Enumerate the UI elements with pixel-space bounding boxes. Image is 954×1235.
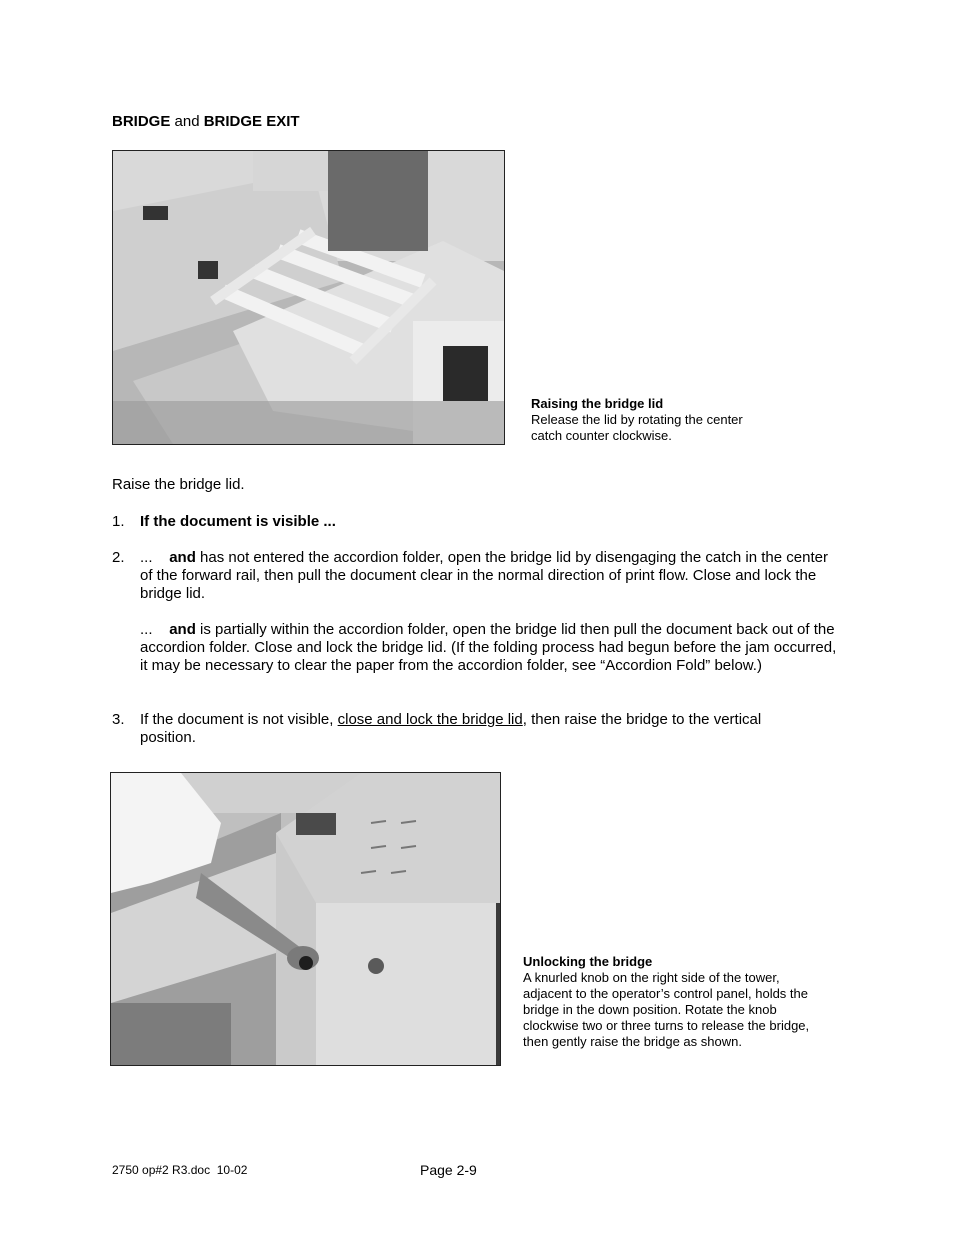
- section-heading: [112, 113, 300, 130]
- item2-p1-rest: has not entered the accordion folder, open the bridge lid by disengaging the catch in the center of the forward rail, then pull the document clear in the normal direction of print flow. Close and lock the bridge lid.: [140, 549, 828, 602]
- footer-page-number: Page 2-9: [420, 1162, 477, 1178]
- item3-link-text: close and lock the bridge lid: [337, 711, 523, 728]
- heading-and: and: [170, 113, 204, 130]
- item3-text-before: If the document is not visible,: [140, 711, 338, 728]
- figure1-caption: [531, 396, 771, 444]
- unlocking-bridge-photo: [110, 772, 501, 1066]
- item1-bold: If the document is visible ...: [140, 513, 336, 530]
- item3-text: [140, 711, 820, 747]
- bridge-lid-photo: [112, 150, 505, 445]
- item2-number: 2.: [112, 549, 125, 566]
- item2-paragraph1: [140, 549, 840, 603]
- item3-text-after: , then raise the bridge to the vertical position.: [140, 711, 762, 746]
- heading-bridge: BRIDGE: [112, 113, 171, 130]
- intro-text: Raise the bridge lid.: [112, 476, 245, 493]
- item1-text: [140, 513, 840, 531]
- figure2-caption-title: Unlocking the bridge: [523, 954, 653, 969]
- item2-paragraph2: [140, 621, 840, 675]
- figure2-caption-text: A knurled knob on the right side of the tower, adjacent to the operator’s control panel, holds the bridge in the down position. Rotate the knob clockwise two or three turns to release the bridge, then gently raise the bridge as shown.: [523, 970, 810, 1049]
- item2-p2-prefix: ...: [140, 621, 170, 638]
- figure1-caption-text: Release the lid by rotating the center catch counter clockwise.: [531, 412, 743, 443]
- item2-p1-bold: and: [169, 549, 196, 566]
- heading-bridge-exit: BRIDGE EXIT: [203, 113, 300, 130]
- item2-p2-bold: and: [169, 621, 196, 638]
- figure2-caption: [523, 954, 813, 1050]
- figure1-caption-title: Raising the bridge lid: [531, 396, 664, 411]
- item2-p1-prefix: ...: [140, 549, 170, 566]
- footer-doc-id: 2750 op#2 R3.doc 10-02: [112, 1163, 248, 1177]
- item1-number: 1.: [112, 513, 125, 530]
- item3-number: 3.: [112, 711, 125, 728]
- item2-p2-rest: is partially within the accordion folder, open the bridge lid then pull the document back out of the accordion folder. Close and lock the bridge lid. (If the folding process had begun before the jam occurred, it may be necessary to clear the paper from the accordion folder, see “Accordion Fold” below.): [140, 621, 837, 674]
